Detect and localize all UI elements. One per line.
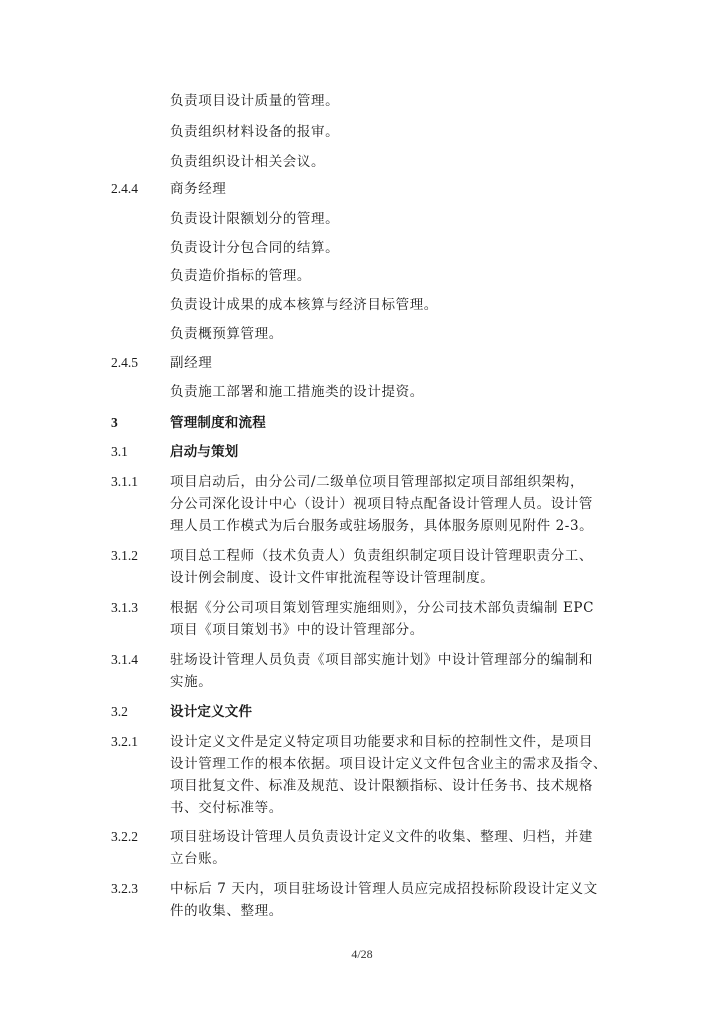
section-number: 3.1 — [111, 444, 128, 459]
body-line: 设计定义文件是定义特定项目功能要求和目标的控制性文件，是项目 — [170, 734, 593, 750]
body-line: 驻场设计管理人员负责《项目部实施计划》中设计管理部分的编制和 — [170, 652, 593, 668]
body-line: 负责设计成果的成本核算与经济目标管理。 — [170, 297, 438, 313]
page-number: 4/28 — [351, 947, 373, 961]
body-line: 项目批复文件、标准及规范、设计限额指标、设计任务书、技术规格 — [170, 778, 593, 794]
body-line: 项目启动后，由分公司/二级单位项目管理部拟定项目部组织架构， — [170, 474, 585, 490]
body-line: 负责施工部署和施工措施类的设计提资。 — [170, 384, 424, 400]
body-line: 书、交付标准等。 — [170, 800, 283, 816]
section-title: 商务经理 — [170, 181, 227, 197]
clause-number: 3.1.3 — [111, 600, 138, 615]
body-line: 根据《分公司项目策划管理实施细则》，分公司技术部负责编制 EPC — [170, 600, 595, 616]
clause-number: 3.2.3 — [111, 881, 138, 896]
body-line: 中标后 7 天内，项目驻场设计管理人员应完成招投标阶段设计定义文 — [170, 881, 598, 897]
body-line: 理人员工作模式为后台服务或驻场服务，具体服务原则见附件 2-3。 — [170, 518, 594, 534]
section-title: 启动与策划 — [170, 444, 239, 460]
clause-number: 3.1.2 — [111, 548, 138, 563]
body-line: 立台账。 — [170, 851, 227, 867]
body-line: 分公司深化设计中心（设计）视项目特点配备设计管理人员。设计管 — [170, 496, 593, 512]
clause-number: 3.2.2 — [111, 829, 138, 844]
body-line: 负责造价指标的管理。 — [170, 268, 311, 284]
body-line: 项目总工程师（技术负责人）负责组织制定项目设计管理职责分工、 — [170, 548, 593, 564]
body-line: 负责组织材料设备的报审。 — [170, 124, 340, 140]
body-line: 实施。 — [170, 674, 213, 690]
chapter-number: 3 — [111, 415, 118, 430]
chapter-title: 管理制度和流程 — [170, 415, 266, 431]
section-title: 设计定义文件 — [170, 704, 253, 720]
body-line: 负责设计分包合同的结算。 — [170, 240, 340, 256]
body-line: 项目驻场设计管理人员负责设计定义文件的收集、整理、归档，并建 — [170, 829, 593, 845]
body-line: 设计管理工作的根本依据。项目设计定义文件包含业主的需求及指令、 — [170, 756, 608, 772]
body-line: 负责项目设计质量的管理。 — [170, 93, 340, 109]
body-line: 件的收集、整理。 — [170, 903, 283, 919]
section-number: 2.4.5 — [111, 355, 138, 370]
body-line: 设计例会制度、设计文件审批流程等设计管理制度。 — [170, 570, 495, 586]
body-line: 负责设计限额划分的管理。 — [170, 211, 340, 227]
clause-number: 3.1.1 — [111, 474, 138, 489]
section-title: 副经理 — [170, 355, 213, 371]
section-number: 3.2 — [111, 704, 128, 719]
clause-number: 3.2.1 — [111, 734, 138, 749]
section-number: 2.4.4 — [111, 181, 138, 196]
body-line: 项目《项目策划书》中的设计管理部分。 — [170, 622, 424, 638]
body-line: 负责组织设计相关会议。 — [170, 154, 326, 170]
body-line: 负责概预算管理。 — [170, 326, 283, 342]
clause-number: 3.1.4 — [111, 652, 138, 667]
